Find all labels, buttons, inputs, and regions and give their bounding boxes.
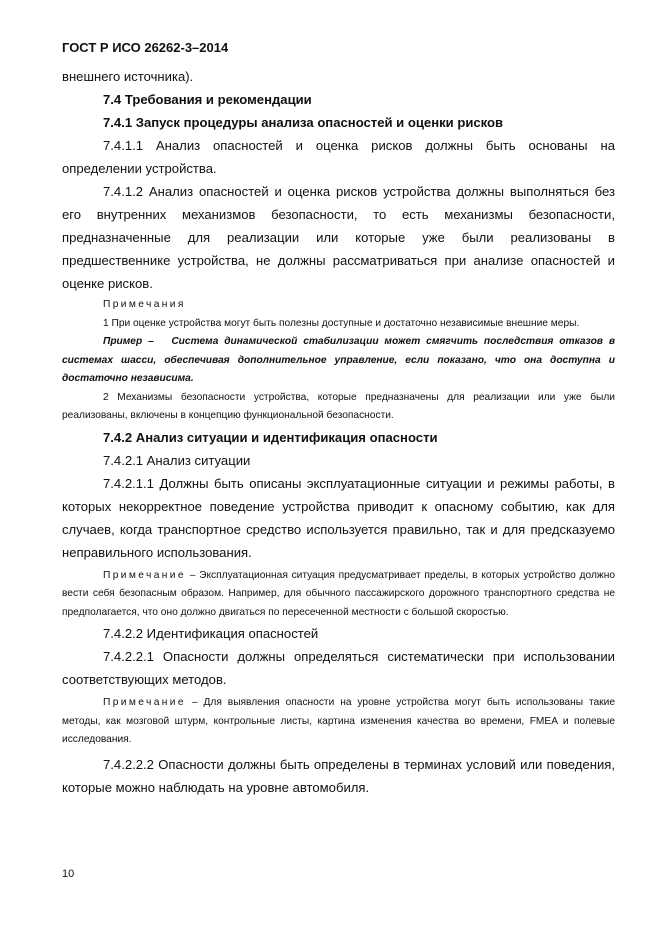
- note-1: 1 При оценке устройства могут быть полезны доступные и достаточно независимые внешние меры.: [103, 317, 580, 329]
- page-number: 10: [62, 868, 75, 880]
- paragraph-7-4-1-1: 7.4.1.1 Анализ опасностей и оценка рисков должны быть основаны на определении устройства.: [62, 138, 615, 176]
- example-text: Система динамической стабилизации может смягчить последствия отказов в системах шасси, обеспечивая дополнительное управление, если показано, что она доступна и достаточно независима.: [62, 336, 615, 384]
- notes-label: Примечания: [103, 299, 186, 310]
- subsection-heading-7-4-2-2: 7.4.2.2 Идентификация опасностей: [103, 626, 319, 641]
- example-label: Пример –: [103, 336, 154, 347]
- note-4-text: Для выявления опасности на уровне устройства могут быть использованы такие методы, как мозговой штурм, контрольные листы, картина изменения качества во времени, FMEA и полевые исследования.: [62, 697, 615, 745]
- paragraph-7-4-2-1-1: 7.4.2.1.1 Должны быть описаны эксплуатационные ситуации и режимы работы, в которых некорректное поведение устройства приводит к опасному событию, как для случаев, когда транспортное средство используется правильно, так и для предсказуемо неправильного использования.: [62, 475, 615, 560]
- note-3-text: Эксплуатационная ситуация предусматривает пределы, в которых устройство должно вести себя безопасным образом. Например, для обычного пассажирского дорожного транспортного средства не предполагается, что оно должно двигаться по пересеченной местности с большой скоростью.: [62, 569, 615, 618]
- section-heading-7-4-2: 7.4.2 Анализ ситуации и идентификация опасности: [103, 429, 438, 445]
- paragraph-7-4-1-2: 7.4.1.2 Анализ опасностей и оценка рисков устройства должны выполняться без его внутренних механизмов безопасности, то есть механизмы безопасности, предназначенные для реализации или которые уже были реализованы в предшественнике устройства, не должны рассматриваться при анализе опасностей и оценке рисков.: [62, 184, 615, 291]
- section-heading-7-4: 7.4 Требования и рекомендации: [103, 92, 312, 107]
- continued-paragraph: внешнего источника).: [62, 69, 194, 84]
- note-3-dash: –: [185, 569, 200, 581]
- note-4-dash: –: [185, 697, 204, 708]
- paragraph-7-4-2-2-2: 7.4.2.2.2 Опасности должны быть определены в терминах условий или поведения, которые можно наблюдать на уровне автомобиля.: [62, 756, 615, 795]
- note-4: [62, 694, 615, 750]
- standard-title: ГОСТ Р ИСО 26262-3–2014: [62, 40, 229, 55]
- paragraph-7-4-2-2-1: 7.4.2.2.1 Опасности должны определяться систематически при использовании соответствующих методов.: [62, 649, 615, 687]
- page-content: [62, 65, 615, 799]
- note-2: 2 Механизмы безопасности устройства, которые предназначены для реализации или уже были реализованы, включены в концепцию функциональной безопасности.: [62, 391, 615, 421]
- subsection-heading-7-4-2-1: 7.4.2.1 Анализ ситуации: [103, 452, 251, 468]
- note-4-label: Примечание: [103, 697, 186, 708]
- example-note: [62, 333, 615, 389]
- section-heading-7-4-1: 7.4.1 Запуск процедуры анализа опасностей и оценки рисков: [103, 115, 504, 130]
- note-3: [62, 567, 615, 623]
- note-3-label: Примечание: [103, 569, 186, 581]
